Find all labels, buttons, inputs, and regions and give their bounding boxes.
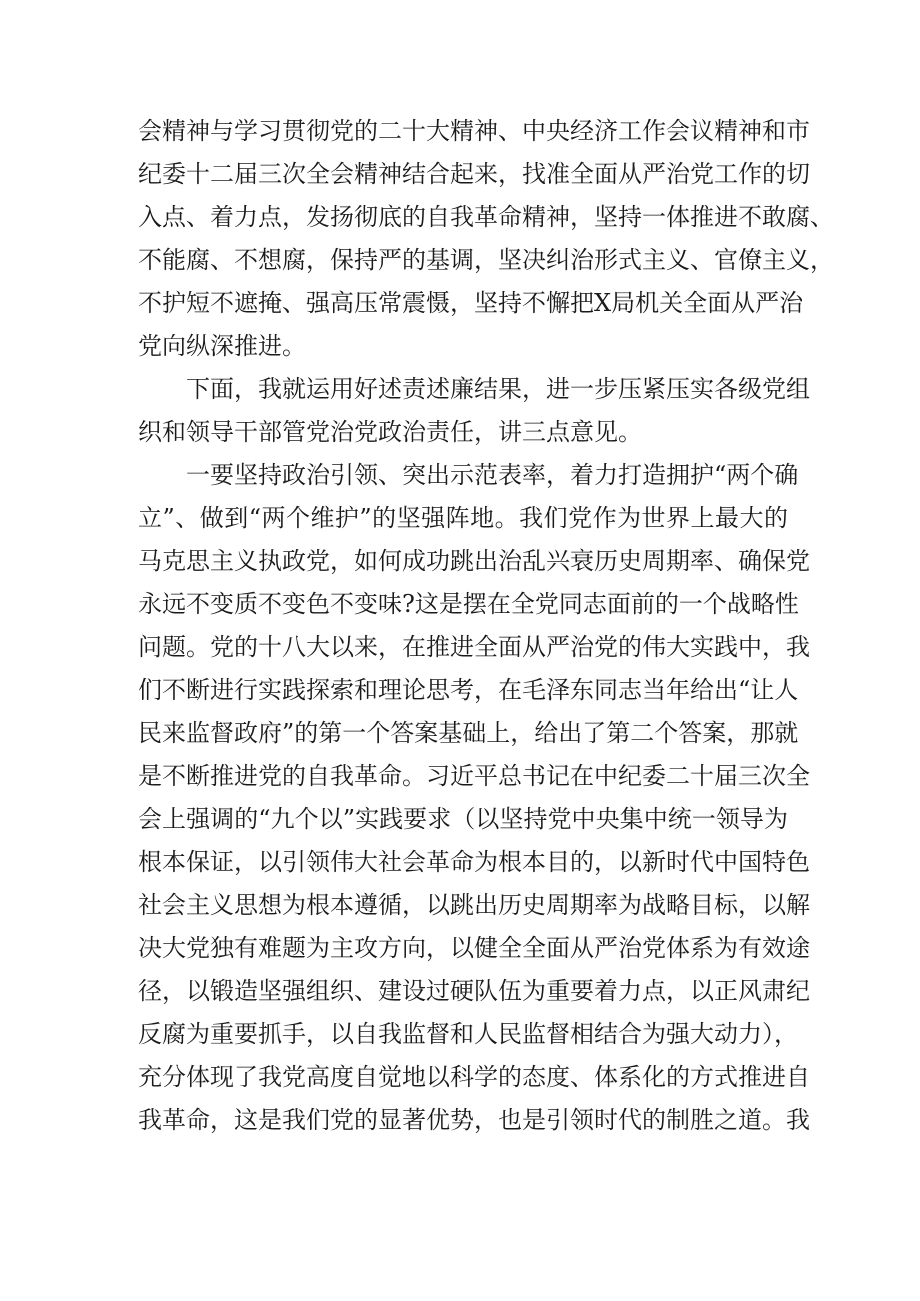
text-line: 织和领导干部管党治党政治责任，讲三点意见。 <box>138 418 642 446</box>
text-line: 决大党独有难题为主攻方向，以健全全面从严治党体系为有效途 <box>138 934 810 962</box>
text-line: 不能腐、不想腐，保持严的基调，坚决纠治形式主义、官僚主义， <box>138 246 834 274</box>
document-body <box>138 110 834 1142</box>
text-line: 纪委十二届三次全会精神结合起来，找准全面从严治党工作的切 <box>138 160 810 188</box>
text-line: 社会主义思想为根本遵循，以跳出历史周期率为战略目标，以解 <box>138 891 810 919</box>
text-line: 我革命，这是我们党的显著优势，也是引领时代的制胜之道。我 <box>138 1106 810 1134</box>
text-line: 是不断推进党的自我革命。习近平总书记在中纪委二十届三次全 <box>138 762 810 790</box>
text-line: 充分体现了我党高度自觉地以科学的态度、体系化的方式推进自 <box>138 1063 810 1091</box>
text-line: 反腐为重要抓手，以自我监督和人民监督相结合为强大动力）， <box>138 1020 798 1048</box>
text-line: 民来监督政府”的第一个答案基础上，给出了第二个答案，那就 <box>138 719 799 747</box>
paragraph-3 <box>138 454 810 1142</box>
text-line: 马克思主义执政党，如何成功跳出治乱兴衰历史周期率、确保党 <box>138 547 810 575</box>
paragraph-2 <box>138 368 810 454</box>
text-line: 们不断进行实践探索和理论思考，在毛泽东同志当年给出“让人 <box>138 676 799 704</box>
text-line: 径，以锻造坚强组织、建设过硬队伍为重要着力点，以正风肃纪 <box>138 977 810 1005</box>
text-line: 会上强调的“九个以”实践要求（以坚持党中央集中统一领导为 <box>138 805 788 833</box>
text-line: 立”、做到“两个维护”的坚强阵地。我们党作为世界上最大的 <box>138 504 788 532</box>
text-line: 入点、着力点，发扬彻底的自我革命精神，坚持一体推进不敢腐、 <box>138 203 834 231</box>
text-line: 党向纵深推进。 <box>138 332 306 360</box>
text-line: 根本保证，以引领伟大社会革命为根本目的，以新时代中国特色 <box>138 848 810 876</box>
text-line: 永远不变质不变色不变味?这是摆在全党同志面前的一个战略性 <box>138 590 799 618</box>
text-line: 不护短不遮掩、强高压常震慑，坚持不懈把X局机关全面从严治 <box>138 289 804 317</box>
text-line: 问题。党的十八大以来，在推进全面从严治党的伟大实践中，我 <box>138 633 810 661</box>
text-line: 一要坚持政治引领、突出示范表率，着力打造拥护“两个确 <box>186 461 799 489</box>
text-line: 下面，我就运用好述责述廉结果，进一步压紧压实各级党组 <box>186 375 810 403</box>
paragraph-1 <box>138 110 834 368</box>
text-line: 会精神与学习贯彻党的二十大精神、中央经济工作会议精神和市 <box>138 117 810 145</box>
